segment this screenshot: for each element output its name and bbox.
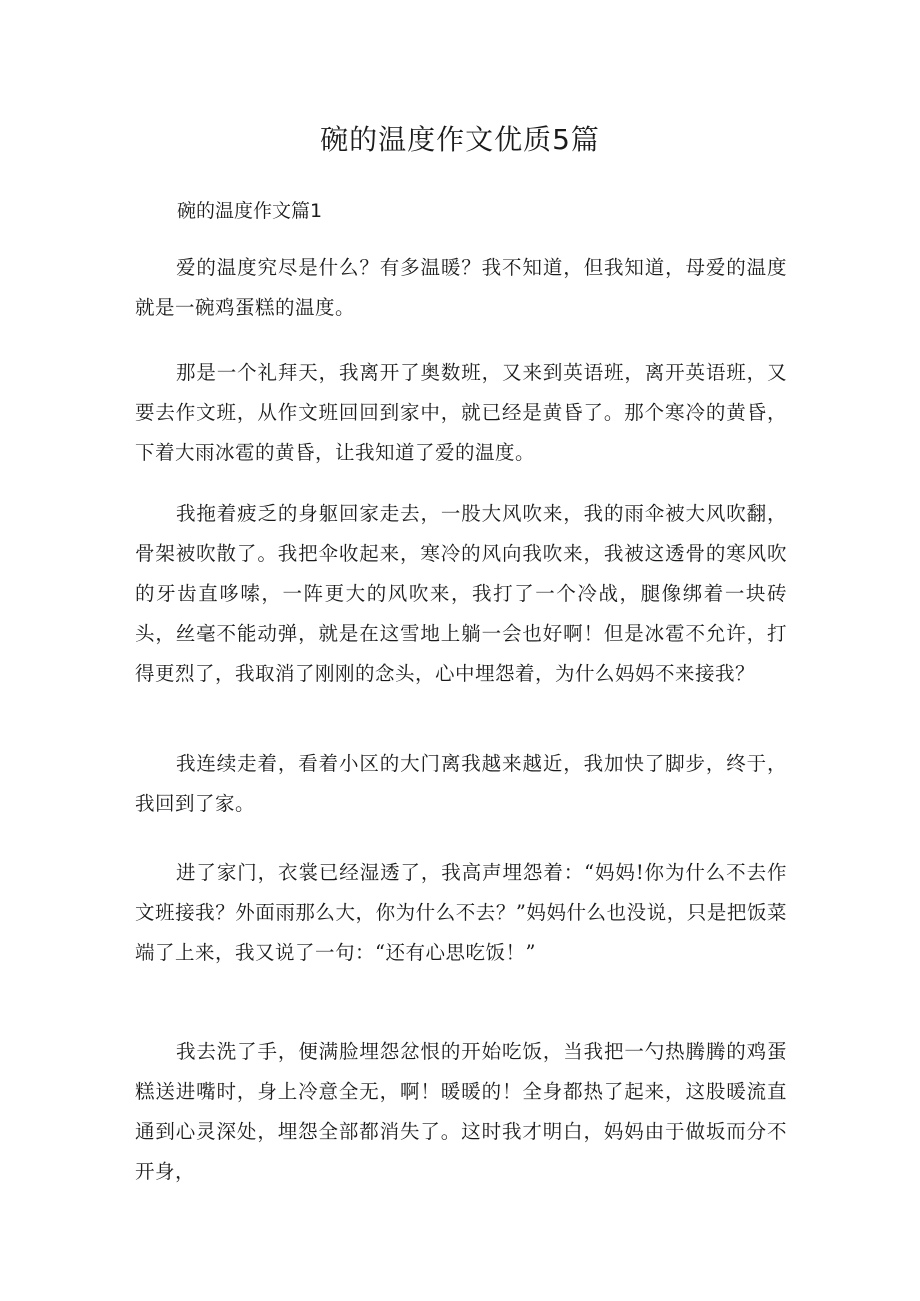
- paragraph-3: 我拖着疲乏的身躯回家走去，一股大风吹来，我的雨伞被大风吹翻，骨架被吹散了。我把伞收起来，寒冷的风向我吹来，我被这透骨的寒风吹的牙齿直哆嗦，一阵更大的风吹来，我打了一个冷战，腿像绑着一块砖头，丝毫不能动弹，就是在这雪地上躺一会也好啊！但是冰雹不允许，打得更烈了，我取消了刚刚的念头，心中埋怨着，为什么妈妈不来接我？: [135, 502, 787, 685]
- paragraph-6: 我去洗了手，便满脸埋怨忿恨的开始吃饭，当我把一勺热腾腾的鸡蛋糕送进嘴时，身上冷意全无，啊！暖暖的！全身都热了起来，这股暖流直通到心灵深处，埋怨全部都消失了。这时我才明白，妈妈由于做坂而分不开身，: [135, 1040, 787, 1183]
- document-title: 碗的温度作文优质5篇: [320, 123, 600, 156]
- paragraph-4: 我连续走着，看着小区的大门离我越来越近，我加快了脚步，终于，我回到了家。: [135, 752, 787, 815]
- section-heading: 碗的温度作文篇1: [177, 200, 323, 222]
- paragraph-5: 进了家门，衣裳已经湿透了，我高声埋怨着：“妈妈!你为什么不去作文班接我？外面雨那么大，你为什么不去？”妈妈什么也没说，只是把饭菜端了上来，我又说了一句：“还有心思吃饭！”: [135, 861, 787, 964]
- paragraph-2: 那是一个礼拜天，我离开了奥数班，又来到英语班，离开英语班，又要去作文班，从作文班回回到家中，就已经是黄昏了。那个寒冷的黄昏，下着大雨冰雹的黄昏，让我知道了爱的温度。: [135, 361, 787, 464]
- paragraph-1: 爱的温度究尽是什么？有多温暖？我不知道，但我知道，母爱的温度就是一碗鸡蛋糕的温度。: [135, 256, 787, 319]
